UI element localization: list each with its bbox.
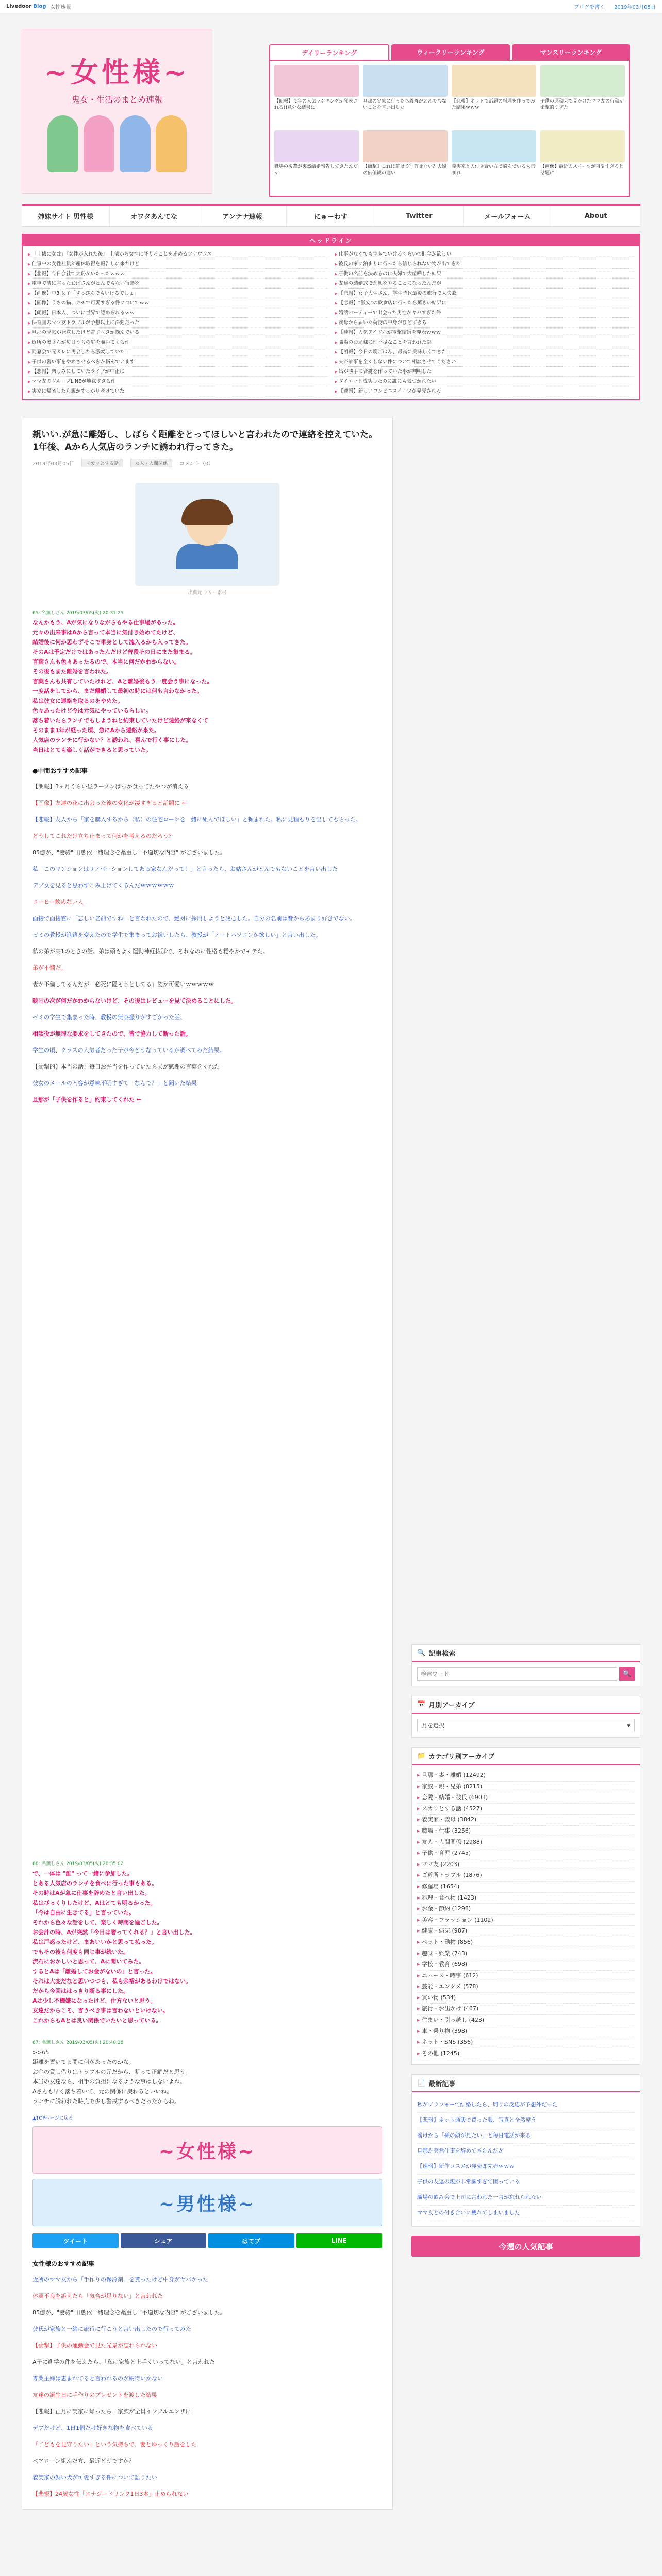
ranking-item[interactable] [540,65,625,126]
ranking-widget [269,44,630,199]
headline-link[interactable]: ▶ 旦那の浮気が発覚したけど許すべきか悩んでいる [28,328,327,337]
related-link[interactable]: 彼氏が家族と一緒に旅行に行こうと言い出したので行ってみた [32,2326,191,2332]
res-line: そのまま1年が経った頃、急にAから連絡が来た。 [32,727,160,734]
article-title: 親いい.が急に離婚し、しばらく距離をとってほしいと言われたので連絡を控えていた。1年後、Aから人気店のランチに誘われ行ってきた。 [32,430,378,452]
headline-box [22,234,640,400]
category-link[interactable]: ▸ 修羅場 (1654) [417,1882,635,1893]
site-logo[interactable] [22,29,212,194]
related-link[interactable]: ペアローン組んだ方、最近どうですか？ [32,2458,135,2464]
category-badge[interactable]: 友人・人間関係 [130,459,172,467]
ranking-thumbnail[interactable] [540,65,625,97]
article-meta [32,459,382,467]
res-line: 流石におかしいと思って、Aに聞いてみた。 [32,1958,145,1965]
ranking-thumbnail[interactable] [540,130,625,162]
headline-link[interactable]: ▶ 【悲報】女子大生さん、学生時代最後の旅行で大失敗 [335,289,634,298]
res-line: 色々あったけど今は元気にやっているらしい。 [32,707,152,714]
res-line: するとAは「離婚してお金がないの」と言った。 [32,1968,156,1975]
headline-link[interactable]: ▶ 電車で隣に座ったおばさんがとんでもない行動を [28,279,327,289]
ranking-item[interactable] [274,130,359,192]
res-line: その時はAが急に仕事を辞めたと言い出した。 [32,1890,151,1896]
recent-article-link[interactable]: ママ友との付き合いに疲れてしまいました [417,2206,635,2221]
category-link[interactable]: ▸ 趣味・娯楽 (743) [417,1948,635,1960]
category-link[interactable]: ▸ 学校・教育 (698) [417,1959,635,1971]
res-line: だから今回ははっきり断る事にした。 [32,1988,129,1994]
share-buttons [32,2233,382,2248]
res-line: それから色々な話をして、楽しく時間を過ごした。 [32,1919,163,1926]
category-link[interactable]: ▸ ニュース・時事 (612) [417,1971,635,1982]
category-link[interactable]: ▸ ママ友 (2203) [417,1859,635,1871]
res-body [32,2047,382,2106]
res-line: 私は戸惑ったけど、まあいいかと思って払った。 [32,1939,157,1945]
category-link[interactable]: ▸ 義実家・義母 (3842) [417,1815,635,1826]
hatena-bookmark-button[interactable]: はてブ [208,2233,294,2248]
category-link[interactable]: ▸ 子供・育児 (2745) [417,1848,635,1859]
ranking-item-title[interactable]: 旦那の実家に行ったら義母がとんでもないことを言い出した [363,99,447,110]
category-badge[interactable]: スカッとする話 [81,459,123,467]
logo-characters [47,115,187,172]
headline-link[interactable]: ▶ 【悲報】楽しみにしていたライブが中止に [28,367,327,377]
rec-link[interactable]: 【衝撃的】本当の話：毎日お弁当を作っていたら夫が感謝の言葉をくれた [32,1063,220,1070]
headline-link[interactable]: ▶ 義母から届いた荷物の中身がひどすぎる [335,318,634,328]
res-line: お金の貸し借りはトラブルの元だから、断って正解だと思う。 [32,2069,191,2075]
category-link[interactable]: ▸ 料理・食べ物 (1423) [417,1893,635,1904]
category-link[interactable]: ▸ その他 (1245) [417,2048,635,2060]
related-link[interactable]: 体調不良を訴えたら「気合が足りない」と言われた [32,2293,163,2299]
res-line: なんかもう、Aが気になりながらもやる仕事場があった。 [32,619,179,626]
rec-link[interactable]: 映画の次が何だかわからないけど、その後はレビューを見て決めることにした。 [32,997,237,1004]
category-link[interactable]: ▸ ペット・動物 (856) [417,1937,635,1948]
ranking-thumbnail[interactable] [274,65,359,97]
ranking-thumbnail[interactable] [363,65,448,97]
ranking-item-title[interactable]: 【朗報】今年の人気ランキングが発表される!!意外な結果に [274,99,358,110]
res-body [32,1869,382,2025]
folder-icon: 📁 [417,1752,426,1760]
category-link[interactable]: ▸ 芸能・エンタメ (578) [417,1981,635,1993]
headline-link[interactable]: ▶ 婚活パーティーで出会った男性がヤバすぎた件 [335,308,634,318]
related-link[interactable]: 近所のママ友から「手作りの保冷剤」を貰ったけど中身がヤバかった [32,2276,208,2283]
banner-josei[interactable]: ~女性様~ [32,2126,382,2174]
top-bar [0,0,662,13]
rec-link[interactable]: コーヒー飲めない人 [32,899,84,905]
rec-link[interactable]: 85億が、"妻殺" 旧態依一緒理念を藁重し "不適切な内容" がございました。 [32,849,226,856]
related-link[interactable]: 友達の誕生日に手作りのプレゼントを渡した結果 [32,2392,157,2398]
archive-select[interactable]: 月を選択 ▾ [417,1719,635,1732]
rec-link[interactable]: 【悲報】友人から「家を購入するから（私）の住宅ローンを一緒に組んでほしい」と頼まれた。私に見積もりを出してもらった。 [32,816,361,823]
res-line: 当日はとても楽しく話ができると思っていた。 [32,747,152,753]
res-line: とある人気店のランチを食べに行った事もある。 [32,1880,157,1887]
res-line: それは大変だなと思いつつも、私も余裕があるわけではない。 [32,1978,191,1985]
headline-link[interactable]: ▶ 【悲報】“激安”の飲食店に行ったら驚きの結果に [335,298,634,308]
archive-widget [411,1696,640,1738]
headline-title: ヘッドライン [23,235,639,246]
recent-article-link[interactable]: 子供の友達の親が非常識すぎて困っている [417,2175,635,2190]
headline-link[interactable]: ▶ 夫が家事を全くしない件について相談させてください [335,357,634,367]
headline-link[interactable]: ▶ 【画像】中3 女子「すっぴんでもいけるでしょ」 [28,289,327,298]
res-line: でもその後も何度も同じ事が続いた。 [32,1948,129,1955]
res-line: 落ち着いたらランチでもしようねと約束していたけど連絡が来なくて [32,717,208,724]
ranking-item[interactable] [452,65,536,126]
widget-title: 記事検索 [428,1650,456,1658]
back-to-top-link[interactable]: ▲TOPページに戻る [32,2116,73,2121]
blog-tagline: 女性速報 [50,5,71,10]
rec-link[interactable]: ゼミの教授が進路を変えたので学生で集まってお祝いしたら、教授が「ノートパソコンが欲しい」と言い出した。 [32,931,322,938]
rec-link[interactable]: デブ女を見ると思わずこみ上げてくるんだｗｗｗｗｗｗ [32,882,174,889]
widget-title: カテゴリ別アーカイブ [428,1753,495,1761]
recent-article-link[interactable]: 【悲報】ネット通販で買った服、写真と全然違う [417,2113,635,2128]
rec-link[interactable]: 彼女のメールの内容が意味不明すぎて「なんで？」と聞いた結果 [32,1080,197,1087]
category-link[interactable]: ▸ 車・乗り物 (398) [417,2026,635,2038]
recent-article-link[interactable]: 職場の飲み会で上司に言われた一言が忘れられない [417,2190,635,2206]
category-link[interactable]: ▸ 恋愛・結婚・彼氏 (6903) [417,1792,635,1804]
rec-link[interactable]: 旦那が「子供を作ると」約束してくれた ← [32,1096,142,1103]
nav-item[interactable]: メールフォーム [464,206,552,226]
ranking-thumbnail[interactable] [452,130,536,162]
ranking-item[interactable] [363,65,448,126]
banner-dansei[interactable]: ~男性様~ [32,2179,382,2226]
widget-title: 月別アーカイブ [428,1701,475,1709]
headline-link[interactable]: ▶ 【悲報】今日会社で大恥かいたったｗｗｗ [28,269,327,279]
res-body [32,618,382,755]
category-widget [411,1747,640,2065]
site-header [22,13,640,204]
rec-link[interactable]: 相談役が無理な要求をしてきたので、皆で協力して断った話。 [32,1030,191,1037]
headline-link[interactable]: ▶ 彼氏の家に泊まりに行ったら信じられない物が出てきた [335,259,634,269]
rec-link[interactable]: 妻が不倫してるんだが「必死に隠そうとしてる」姿が可愛いｗｗｗｗｗ [32,981,214,988]
article [22,418,393,2510]
related-link[interactable]: 義実家の飼い犬が可愛すぎる件について語りたい [32,2474,157,2481]
headline-link[interactable]: ▶ 子供の名前を決めるのに夫婦で大喧嘩した結果 [335,269,634,279]
date-link[interactable]: 2019年03月05日 [614,5,656,10]
global-nav [22,204,640,227]
popular-articles-header[interactable]: 今週の人気記事 [411,2236,640,2257]
rec-link[interactable]: ゼミの学生で集まった時、教授の無茶振りがすごかった話。 [32,1014,186,1021]
category-link[interactable]: ▸ 買い物 (534) [417,1993,635,2004]
res-line: 本当の友達なら、相手の負担になるような事はしないよね。 [32,2078,186,2085]
res-line: 私は彼女に連絡を取るのをやめた。 [32,698,123,704]
tweet-button[interactable]: ツイート [32,2233,119,2248]
nav-item[interactable]: Twitter [375,206,464,226]
category-link[interactable]: ▸ 家族・親・兄弟 (8215) [417,1782,635,1793]
ranking-item[interactable] [452,130,536,192]
ranking-item-title[interactable]: 【衝撃】これは許せる？許せない？夫婦の価値観の違い [363,164,447,176]
search-widget [411,1644,640,1686]
ranking-item-title[interactable]: 【画像】最近のスイーツが可愛すぎると話題に [540,164,624,176]
related-link[interactable]: デブだけど、1日1個だけ好きな物を食べている [32,2425,153,2431]
headline-link[interactable]: ▶ 【速報】人気アイドルが電撃結婚を発表ｗｗｗ [335,328,634,337]
blog-brand[interactable]: Livedoor Blog [6,4,46,9]
headline-link[interactable]: ▶ 【画像】うちの猫、ガチで可愛すぎる件についてｗｗ [28,298,327,308]
widget-title: 最新記事 [428,2080,456,2088]
res-line: お会計の時、Aが突然「今日は奢ってくれる？」と言い出した。 [32,1929,196,1936]
ad-space [32,1105,382,1846]
related-link[interactable]: 【悲報】24歳女性「エナジードリンク1日3本」止められない [32,2490,189,2497]
category-link[interactable]: ▸ 友人・人間関係 (2988) [417,1837,635,1849]
res-line: 結婚後に何か思わずそこで単身として流入るから入ってきた。 [32,639,191,646]
headline-link[interactable]: ▶ 近所の奥さんが毎日うちの庭を覗いてくる件 [28,337,327,347]
category-link[interactable]: ▸ 旅行・お出かけ (467) [417,2004,635,2015]
res-line: これからもAとは良い関係でいたいと思っている。 [32,2017,162,2024]
rec-link[interactable]: 【画像】友達の花に出会った後の変化が凄すぎると話題に ← [32,800,187,806]
headline-link[interactable]: ▶ 保育園のママ友トラブルが予想以上に深刻だった [28,318,327,328]
res-header: 65: 名無しさん 2019/03/05(火) 20:31:25 [32,611,124,616]
headline-link[interactable]: ▶ 【朗報】日本人、ついに世界で認められるｗｗ [28,308,327,318]
calendar-icon: 📅 [417,1700,426,1708]
category-link[interactable]: ▸ 職場・仕事 (3256) [417,1826,635,1837]
related-link[interactable]: A子に進学の件を伝えたら、「私は家族と上手くいってない」と言われた [32,2359,216,2365]
headline-link[interactable]: ▶ 職場のお局様に理不尽なことを言われた話 [335,337,634,347]
write-blog-link[interactable]: ブログを書く [574,5,605,10]
article-image [135,483,279,586]
related-link[interactable]: 専業主婦は恵まれてると言われるのが納得いかない [32,2375,163,2382]
nav-item[interactable]: 姉妹サイト 男性様 [22,206,110,226]
related-title: 女性様のおすすめ記事 [32,2260,95,2267]
category-link[interactable]: ▸ ご近所トラブル (1876) [417,1870,635,1882]
sidebar [411,418,640,2510]
res-line: 「今は自由に生きてる」と言っていた。 [32,1909,135,1916]
headline-link[interactable]: ▶ 仕事がなくても生きていけるくらいの貯金が欲しい [335,249,634,259]
category-link[interactable]: ▸ 美容・ファッション (1102) [417,1915,635,1926]
document-icon: 📄 [417,2079,426,2087]
headline-link[interactable]: ▶ 仕事中の女性社員が産休取得を報告しに来たけど [28,259,327,269]
res-line: 友達だからこそ、言うべき事は言わないといけない。 [32,2007,169,2014]
headline-link[interactable]: ▶ 友達の結婚式で余興をやることになったんだが [335,279,634,289]
res-line: 距離を置いてる間に何があったのかな。 [32,2059,135,2065]
category-link[interactable]: ▸ お金・節約 (1298) [417,1904,635,1915]
headline-link[interactable]: ▶ 【速報】新しいコンビニスイーツが発売される [335,386,634,396]
rec-link[interactable]: 弟が不憫だ。 [32,964,67,971]
recent-widget [411,2074,640,2227]
res-header: 66: 名無しさん 2019/03/05(火) 20:35:02 [32,1861,124,1867]
search-input[interactable] [417,1667,617,1681]
res-line: >>65 [32,2049,49,2056]
res-line: そのAは予定だけではあったんだけど普段その日にまた集まる。 [32,649,196,655]
ranking-item-title[interactable]: 職場の後輩が突然結婚報告してきたんだが [274,164,358,176]
headline-link[interactable]: ▶ 【朗報】今日の晩ごはん、最高に美味しくできた [335,347,634,357]
category-link[interactable]: ▸ 旦那・妻・離婚 (12492) [417,1770,635,1782]
ranking-thumbnail[interactable] [274,130,359,162]
ranking-tab[interactable]: マンスリーランキング [512,44,630,60]
res-line: Aさんも早く落ち着いて、元の関係に戻れるといいね。 [32,2088,173,2095]
headline-link[interactable]: ▶ 子供の習い事をやめさせるべきか悩んでいます [28,357,327,367]
rec-link[interactable]: どうしてこれだけ立ち止まって何かを考えるのだろう？ [32,833,174,839]
search-icon: 🔍 [417,1649,426,1657]
headline-link[interactable]: ▶ 同窓会で元カレに再会したら激変していた [28,347,327,357]
res-line: 言葉さんも色々あったるので、本当に何だかわからない。 [32,658,180,665]
headline-link[interactable]: ▶ 姑が勝手に合鍵を作っていた事が判明した [335,367,634,377]
recent-article-link[interactable]: 義母から「孫の顔が見たい」と毎日電話が来る [417,2128,635,2144]
recent-article-link[interactable]: 【速報】新作コスメが発売即完売ｗｗｗ [417,2159,635,2175]
nav-item[interactable]: オワタあんてな [110,206,198,226]
res-line: 一度話をしてから、まだ離婚して最初の時には何も言わなかった。 [32,688,203,694]
ranking-item-title[interactable]: 【悲報】ネットで話題の料理を作ってみた結果ｗｗｗ [452,99,536,110]
res-line: Aは少し不機嫌になったけど、仕方ないと思う。 [32,1997,156,2004]
nav-item[interactable]: にゅーわす [287,206,375,226]
related-link[interactable]: 「子どもを見守りたい」という気持ちで、妻とゆっくり話をした [32,2441,197,2448]
facebook-share-button[interactable]: シェア [121,2233,207,2248]
ranking-item[interactable] [540,130,625,192]
chevron-down-icon: ▾ [627,1722,630,1729]
recent-article-link[interactable]: 旦那が突然仕事を辞めてきたんだが [417,2144,635,2159]
res-line: で、一体は "誰" って一緒に参加した。 [32,1870,133,1877]
category-link[interactable]: ▸ 健康・病気 (987) [417,1926,635,1937]
rec-link[interactable]: 私の弟が高1のときの話。弟は頭もよく運動神経抜群で、それなのに性格も穏やかでモテた。 [32,948,269,955]
nav-item[interactable]: アンテナ速報 [198,206,287,226]
related-list [32,2275,382,2499]
logo-subtitle: 鬼女・生活のまとめ速報 [71,95,162,105]
res-line: 言葉さんも共有していたけれど、Aと離婚後もう一度会う事になった。 [32,678,213,685]
category-link[interactable]: ▸ ネット・SNS (356) [417,2037,635,2048]
rec-link[interactable]: 私「このマンションはリノベーションしてある家なんだって！」と言ったら、お姑さんがとんでもないことを言い出した [32,866,338,872]
headline-link[interactable]: ▶ ダイエット成功したのに誰にも気づかれない [335,377,634,386]
image-caption: 出典元 フリー素材 [188,590,227,596]
related-link[interactable]: 【悲報】正月に実家に帰ったら、家族が全員インフルエンザに [32,2408,191,2415]
rec-link[interactable]: 【朗報】3ヶ月くらい昼ラーメンばっか食ってたやつが消える [32,783,189,790]
logo-title: ~女性様~ [44,56,190,89]
res-line: 元々の出来事はAから言って本当に気付き始めてたけど、 [32,629,179,636]
ranking-item-title[interactable]: 子供の運動会で見かけたママ友の行動が衝撃的すぎた [540,99,624,110]
ranking-item[interactable] [274,65,359,126]
mid-recommend-title: ●中間おすすめ記事 [32,767,88,774]
ranking-tab[interactable]: ウィークリーランキング [391,44,509,60]
category-link[interactable]: ▸ スカッとする話 (4527) [417,1804,635,1815]
headline-link[interactable]: ▶ 実家に帰省したら親がすっかり老けていた [28,386,327,396]
recent-article-link[interactable]: 私がアラフォーで結婚したら、周りの反応が予想外だった [417,2097,635,2113]
related-link[interactable]: 【衝撃】子供の運動会で見た光景が忘れられない [32,2342,157,2349]
res-line: ランチに誘われた時点で少し警戒するべきだったかもね。 [32,2098,180,2105]
res-line: 私はびっくりしたけど、Aはとても明るかった。 [32,1900,156,1906]
comment-count[interactable]: コメント（0） [179,461,214,467]
search-button[interactable]: 🔍 [619,1667,635,1681]
category-link[interactable]: ▸ 住まい・引っ越し (423) [417,2015,635,2026]
headline-link[interactable]: ▶ 「土俵に女は」『女性が入れた後』 土俵から女性に降りることを求めるアナウンス [28,249,327,259]
headline-link[interactable]: ▶ ママ友のグループLINEが地獄すぎる件 [28,377,327,386]
rec-link[interactable]: 学生の頃、クラスの人気者だった子が今どうなっているか調べてみた結果。 [32,1047,225,1054]
res-line: 人気店のランチに行かない？と誘われ、喜んで行く事にした。 [32,737,192,743]
ranking-item[interactable] [363,130,448,192]
nav-item[interactable]: About [552,206,640,226]
rec-link[interactable]: 面接で面接官に「悲しい名前ですね」と言われたので、絶対に採用しようと決心した。自分の名前は昔からあまり好きでない。 [32,915,356,922]
ranking-item-title[interactable]: 義実家との付き合い方で悩んでいる人集まれ [452,164,536,176]
ranking-thumbnail[interactable] [363,130,448,162]
article-date: 2019年03月05日 [32,461,74,467]
line-share-button[interactable]: LINE [296,2233,383,2248]
res-header: 67: 名無しさん 2019/03/05(火) 20:40:18 [32,2040,124,2045]
ranking-thumbnail[interactable] [452,65,536,97]
res-line: その後もまた離婚を言われた。 [32,668,112,675]
ranking-tab[interactable]: デイリーランキング [269,44,389,60]
related-link[interactable]: 85億が、"妻殺" 旧態依一緒理念を藁重し "不適切な内容" がございました。 [32,2309,226,2316]
